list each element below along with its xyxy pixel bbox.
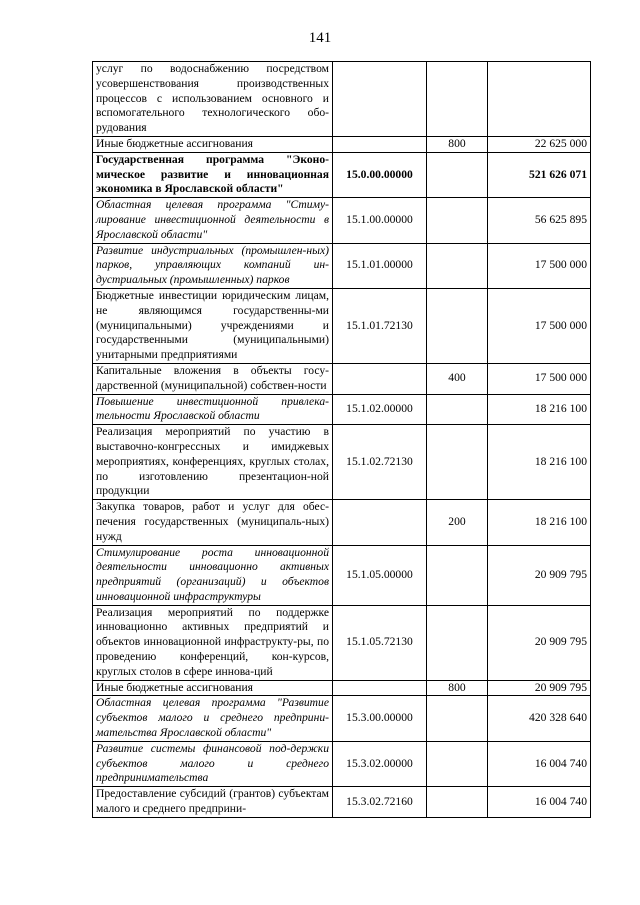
row-expense-type-cell: 400 — [427, 363, 488, 394]
row-code-cell — [333, 500, 427, 545]
row-code-cell: 15.1.00.00000 — [333, 198, 427, 243]
row-name-cell: Развитие индустриальных (промышлен-ных) парков, управляющих компаний ин-дустриальных (промышленных) парков — [93, 243, 333, 288]
row-expense-type-cell — [427, 605, 488, 680]
row-name-cell: Иные бюджетные ассигнования — [93, 680, 333, 696]
table-row — [93, 136, 591, 152]
budget-table — [92, 61, 591, 818]
row-code-cell: 15.0.00.00000 — [333, 152, 427, 197]
table-row — [93, 500, 591, 545]
table-row — [93, 363, 591, 394]
row-name-cell: Реализация мероприятий по участию в выставочно-конгрессных и имиджевых мероприятиях, конференциях, круглых столах, по изготовлению презентацион-ной продукции — [93, 425, 333, 500]
row-amount-cell: 16 004 740 — [488, 741, 591, 786]
row-code-cell: 15.1.05.00000 — [333, 545, 427, 605]
row-amount-cell: 20 909 795 — [488, 605, 591, 680]
row-name-cell: Капитальные вложения в объекты госу-дарственной (муниципальной) собствен-ности — [93, 363, 333, 394]
row-amount-cell: 18 216 100 — [488, 500, 591, 545]
row-code-cell: 15.1.01.00000 — [333, 243, 427, 288]
row-amount-cell: 17 500 000 — [488, 243, 591, 288]
row-code-cell: 15.1.05.72130 — [333, 605, 427, 680]
table-row — [93, 288, 591, 363]
row-code-cell: 15.3.02.00000 — [333, 741, 427, 786]
row-name-cell: Областная целевая программа "Стиму-лирование инвестиционной деятельности в Ярославской области" — [93, 198, 333, 243]
row-amount-cell: 420 328 640 — [488, 696, 591, 741]
table-row — [93, 243, 591, 288]
row-expense-type-cell — [427, 198, 488, 243]
row-expense-type-cell — [427, 425, 488, 500]
row-expense-type-cell: 200 — [427, 500, 488, 545]
row-amount-cell: 18 216 100 — [488, 394, 591, 425]
row-expense-type-cell — [427, 152, 488, 197]
row-code-cell: 15.3.00.00000 — [333, 696, 427, 741]
row-code-cell — [333, 62, 427, 137]
row-expense-type-cell — [427, 696, 488, 741]
row-code-cell: 15.3.02.72160 — [333, 787, 427, 818]
row-name-cell: Государственная программа "Эконо-мическое развитие и инновационная экономика в Ярославской области" — [93, 152, 333, 197]
table-row — [93, 425, 591, 500]
table-row — [93, 741, 591, 786]
budget-table-body — [93, 62, 591, 818]
row-amount-cell: 20 909 795 — [488, 545, 591, 605]
table-row — [93, 605, 591, 680]
row-name-cell: Бюджетные инвестиции юридическим лицам, не являющимся государственны-ми (муниципальными) учреждениями и государственными (муниципальными) унитарными предприятиями — [93, 288, 333, 363]
table-row — [93, 394, 591, 425]
row-amount-cell: 18 216 100 — [488, 425, 591, 500]
row-expense-type-cell — [427, 288, 488, 363]
table-row — [93, 198, 591, 243]
row-expense-type-cell: 800 — [427, 680, 488, 696]
row-expense-type-cell — [427, 62, 488, 137]
row-expense-type-cell — [427, 741, 488, 786]
row-name-cell: Областная целевая программа "Развитие субъектов малого и среднего предприни-мательства Ярославской области" — [93, 696, 333, 741]
row-amount-cell: 521 626 071 — [488, 152, 591, 197]
row-code-cell — [333, 136, 427, 152]
table-row — [93, 696, 591, 741]
row-amount-cell: 20 909 795 — [488, 680, 591, 696]
row-code-cell — [333, 680, 427, 696]
row-name-cell: услуг по водоснабжению посредством усовершенствования производственных процессов с использованием основного и вспомогательного технологического обо-рудования — [93, 62, 333, 137]
row-expense-type-cell — [427, 787, 488, 818]
row-expense-type-cell — [427, 394, 488, 425]
row-code-cell — [333, 363, 427, 394]
table-row — [93, 787, 591, 818]
row-amount-cell: 16 004 740 — [488, 787, 591, 818]
row-amount-cell: 56 625 895 — [488, 198, 591, 243]
row-code-cell: 15.1.02.72130 — [333, 425, 427, 500]
row-name-cell: Стимулирование роста инновационной деятельности инновационно активных предприятий (организаций) и объектов инновационной инфраструктуры — [93, 545, 333, 605]
row-code-cell: 15.1.02.00000 — [333, 394, 427, 425]
row-code-cell: 15.1.01.72130 — [333, 288, 427, 363]
row-expense-type-cell — [427, 243, 488, 288]
row-name-cell: Иные бюджетные ассигнования — [93, 136, 333, 152]
row-amount-cell: 22 625 000 — [488, 136, 591, 152]
row-amount-cell: 17 500 000 — [488, 363, 591, 394]
row-name-cell: Предоставление субсидий (грантов) субъектам малого и среднего предприни- — [93, 787, 333, 818]
row-name-cell: Повышение инвестиционной привлека-тельности Ярославской области — [93, 394, 333, 425]
row-amount-cell: 17 500 000 — [488, 288, 591, 363]
row-name-cell: Развитие системы финансовой под-держки субъектов малого и среднего предпринимательства — [93, 741, 333, 786]
row-name-cell: Реализация мероприятий по поддержке инновационно активных предприятий и объектов инновационной инфраструкту-ры, по проведению конференций, кон-курсов, круглых столов в сфере иннова-ций — [93, 605, 333, 680]
row-expense-type-cell: 800 — [427, 136, 488, 152]
row-expense-type-cell — [427, 545, 488, 605]
table-row — [93, 680, 591, 696]
table-row — [93, 62, 591, 137]
page-number: 141 — [308, 30, 332, 46]
table-row — [93, 545, 591, 605]
row-amount-cell — [488, 62, 591, 137]
row-name-cell: Закупка товаров, работ и услуг для обес-печения государственных (муниципаль-ных) нужд — [93, 500, 333, 545]
table-row — [93, 152, 591, 197]
